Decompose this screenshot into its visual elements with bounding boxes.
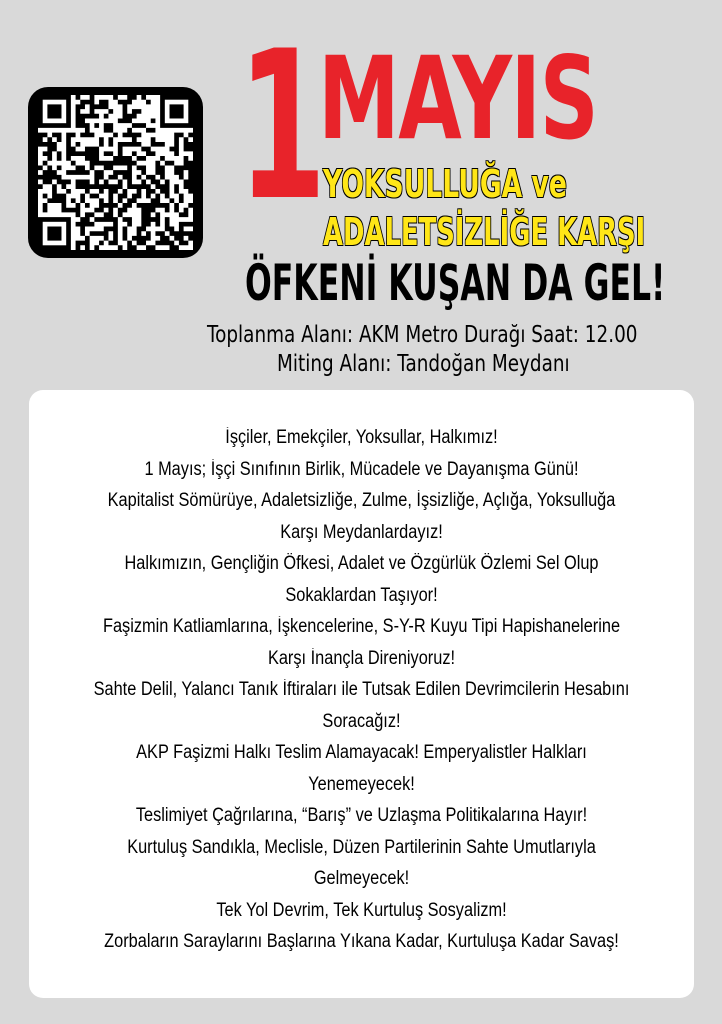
slogan-line: AKP Faşizmi Halkı Teslim Alamayacak! Emperyalistler Halkları [136, 742, 587, 763]
slogan-line: Kapitalist Sömürüye, Adaletsizliğe, Zulme, İşsizliğe, Açlığa, Yoksulluğa [107, 490, 616, 511]
gathering-info: Toplanma Alanı: AKM Metro Durağı Saat: 12.00 [207, 322, 638, 348]
slogan-line: Karşı Meydanlardayız! [280, 521, 443, 543]
subtitle-line-2: ADALETSİZLİĞE KARŞI [323, 210, 646, 254]
qr-code[interactable] [28, 87, 203, 258]
slogan-line: Gelmeyecek! [313, 868, 410, 889]
slogan-line: İşçiler, Emekçiler, Yoksullar, Halkımız! [225, 427, 498, 448]
slogan-line: 1 Mayıs; İşçi Sınıfının Birlik, Mücadele ve Dayanışma Günü! [144, 458, 579, 480]
subtitle-line-1: YOKSULLUĞA ve [323, 162, 567, 206]
slogan-line: Tek Yol Devrim, Tek Kurtuluş Sosyalizm! [216, 899, 507, 921]
rally-location: Miting Alanı: Tandoğan Meydanı [277, 351, 570, 377]
slogan-line: Faşizmin Katliamlarına, İşkencelerine, S-Y-R Kuyu Tipi Hapishanelerine [102, 616, 621, 637]
slogan-line: Yenemeyecek! [308, 773, 415, 795]
page-title: MAYIS [318, 32, 598, 165]
slogan-line: Teslimiyet Çağrılarına, “Barış” ve Uzlaşma Politikalarına Hayır! [135, 805, 588, 826]
slogan-line: Soracağız! [322, 710, 401, 732]
big-number: 1 [238, 8, 322, 246]
slogan-line: Halkımızın, Gençliğin Öfkesi, Adalet ve Özgürlük Özlemi Sel Olup [124, 553, 599, 574]
slogan-line: Karşı İnançla Direniyoruz! [267, 647, 456, 669]
slogan-list [29, 422, 694, 958]
slogan-line: Sokaklardan Taşıyor! [285, 584, 438, 606]
slogan-line: Sahte Delil, Yalancı Tanık İftiraları ile Tutsak Edilen Devrimcilerin Hesabını [93, 679, 630, 700]
headline: ÖFKENİ KUŞAN DA GEL! [245, 254, 666, 312]
slogan-line: Kurtuluş Sandıkla, Meclisle, Düzen Partilerinin Sahte Umutlarıyla [127, 836, 596, 858]
slogan-card [29, 390, 694, 998]
qr-code-icon [38, 95, 193, 250]
slogan-line: Zorbaların Saraylarını Başlarına Yıkana Kadar, Kurtuluşa Kadar Savaş! [104, 931, 619, 952]
